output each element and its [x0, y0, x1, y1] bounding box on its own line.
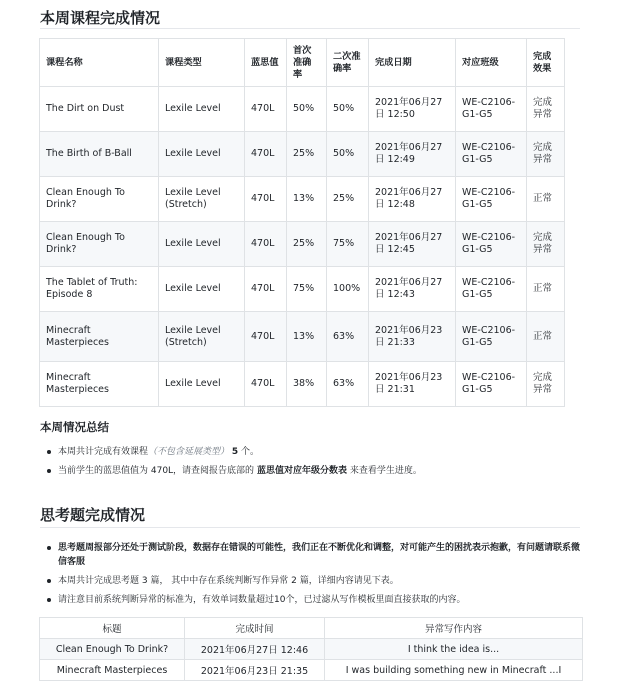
course-type: Lexile Level (Stretch) — [159, 177, 245, 222]
col-lexile: 蓝思值 — [245, 39, 287, 87]
course-type: Lexile Level — [159, 87, 245, 132]
thinking-criteria: 请注意目前系统判断异常的标准为，有效单词数量超过10个，已过滤从写作模板里面直接获取的内容。 — [58, 593, 583, 607]
thinking-title-cell: Minecraft Masterpieces — [40, 660, 185, 681]
thinking-title-cell: Clean Enough To Drink? — [40, 639, 185, 660]
col-first-accuracy: 首次准确率 — [287, 39, 327, 87]
summary-note: （不包含延展类型） — [148, 447, 230, 457]
lexile-value: 470L — [245, 132, 287, 177]
complete-date: 2021年06月23日 21:33 — [369, 312, 456, 362]
lexile-value: 470L — [245, 222, 287, 267]
col-effect: 完成效果 — [527, 39, 565, 87]
lexile-value: 470L — [245, 177, 287, 222]
first-accuracy: 75% — [287, 267, 327, 312]
course-name: Clean Enough To Drink? — [40, 222, 159, 267]
course-name: The Birth of B-Ball — [40, 132, 159, 177]
thinking-time-cell: 2021年06月27日 12:46 — [185, 639, 325, 660]
lexile-value: 470L — [245, 362, 287, 407]
effect: 完成异常 — [527, 362, 565, 407]
course-name: The Dirt on Dust — [40, 87, 159, 132]
course-type: Lexile Level — [159, 132, 245, 177]
course-name: The Tablet of Truth: Episode 8 — [40, 267, 159, 312]
class-name: WE-C2106-G1-G5 — [456, 362, 527, 407]
course-type: Lexile Level — [159, 362, 245, 407]
summary-course-count — [58, 445, 422, 459]
thinking-content-cell: I think the idea is... — [325, 639, 583, 660]
course-table — [39, 38, 565, 407]
effect: 正常 — [527, 267, 565, 312]
lexile-value: 470L — [245, 312, 287, 362]
second-accuracy: 25% — [327, 177, 369, 222]
course-type: Lexile Level (Stretch) — [159, 312, 245, 362]
effect: 正常 — [527, 177, 565, 222]
thinking-notes — [58, 541, 583, 612]
lexile-grade-table-link: 蓝思值对应年级分数表 — [256, 466, 347, 476]
col-title: 标题 — [40, 618, 185, 639]
class-name: WE-C2106-G1-G5 — [456, 87, 527, 132]
thinking-content-cell: I was building something new in Minecraft ...I — [325, 660, 583, 681]
thinking-table — [39, 617, 583, 681]
class-name: WE-C2106-G1-G5 — [456, 132, 527, 177]
table-row — [40, 177, 565, 222]
first-accuracy: 25% — [287, 132, 327, 177]
summary-text: 个。 — [241, 447, 260, 457]
table-row — [40, 267, 565, 312]
class-name: WE-C2106-G1-G5 — [456, 312, 527, 362]
complete-date: 2021年06月27日 12:45 — [369, 222, 456, 267]
summary-list — [58, 445, 422, 483]
table-row — [40, 132, 565, 177]
summary-text: 本周共计完成有效课程 — [58, 447, 149, 457]
table-row — [40, 312, 565, 362]
col-content: 异常写作内容 — [325, 618, 583, 639]
summary-count: 5 — [231, 447, 239, 457]
weekly-courses-title: 本周课程完成情况 — [40, 9, 161, 27]
complete-date: 2021年06月23日 21:31 — [369, 362, 456, 407]
summary-lexile — [58, 464, 422, 478]
second-accuracy: 100% — [327, 267, 369, 312]
second-accuracy: 63% — [327, 312, 369, 362]
summary-title: 本周情况总结 — [40, 420, 109, 434]
first-accuracy: 25% — [287, 222, 327, 267]
complete-date: 2021年06月27日 12:43 — [369, 267, 456, 312]
thinking-table-header — [40, 618, 583, 639]
col-course-type: 课程类型 — [159, 39, 245, 87]
first-accuracy: 38% — [287, 362, 327, 407]
col-complete-date: 完成日期 — [369, 39, 456, 87]
col-class: 对应班级 — [456, 39, 527, 87]
table-row — [40, 362, 565, 407]
complete-date: 2021年06月27日 12:48 — [369, 177, 456, 222]
col-time: 完成时间 — [185, 618, 325, 639]
first-accuracy: 13% — [287, 312, 327, 362]
thinking-time-cell: 2021年06月23日 21:35 — [185, 660, 325, 681]
col-second-accuracy: 二次准确率 — [327, 39, 369, 87]
class-name: WE-C2106-G1-G5 — [456, 222, 527, 267]
lexile-value: 470L — [245, 267, 287, 312]
effect: 完成异常 — [527, 132, 565, 177]
table-row — [40, 639, 583, 660]
col-course-name: 课程名称 — [40, 39, 159, 87]
course-name: Minecraft Masterpieces — [40, 312, 159, 362]
first-accuracy: 50% — [287, 87, 327, 132]
class-name: WE-C2106-G1-G5 — [456, 267, 527, 312]
effect: 完成异常 — [527, 222, 565, 267]
summary-text: 来查看学生进度。 — [349, 466, 422, 476]
thinking-count: 本周共计完成思考题 3 篇， 其中中存在系统判断写作异常 2 篇，详细内容请见下表。 — [58, 574, 583, 588]
table-row — [40, 222, 565, 267]
complete-date: 2021年06月27日 12:49 — [369, 132, 456, 177]
effect: 正常 — [527, 312, 565, 362]
lexile-value: 470L — [245, 87, 287, 132]
course-type: Lexile Level — [159, 267, 245, 312]
table-row — [40, 87, 565, 132]
course-name: Clean Enough To Drink? — [40, 177, 159, 222]
course-type: Lexile Level — [159, 222, 245, 267]
summary-text: 当前学生的蓝思值值为 470L，请查阅报告底部的 — [58, 466, 255, 476]
thinking-title: 思考题完成情况 — [40, 506, 146, 524]
first-accuracy: 13% — [287, 177, 327, 222]
course-table-header — [40, 39, 565, 87]
thinking-notice: 思考题周报部分还处于测试阶段，数据存在错误的可能性，我们正在不断优化和调整，对可能产生的困扰表示抱歉，有问题请联系微信客服 — [58, 541, 583, 569]
complete-date: 2021年06月27日 12:50 — [369, 87, 456, 132]
class-name: WE-C2106-G1-G5 — [456, 177, 527, 222]
second-accuracy: 75% — [327, 222, 369, 267]
second-accuracy: 50% — [327, 132, 369, 177]
effect: 完成异常 — [527, 87, 565, 132]
second-accuracy: 63% — [327, 362, 369, 407]
table-row — [40, 660, 583, 681]
title-divider — [40, 28, 580, 29]
second-accuracy: 50% — [327, 87, 369, 132]
title-divider — [40, 527, 580, 528]
course-name: Minecraft Masterpieces — [40, 362, 159, 407]
